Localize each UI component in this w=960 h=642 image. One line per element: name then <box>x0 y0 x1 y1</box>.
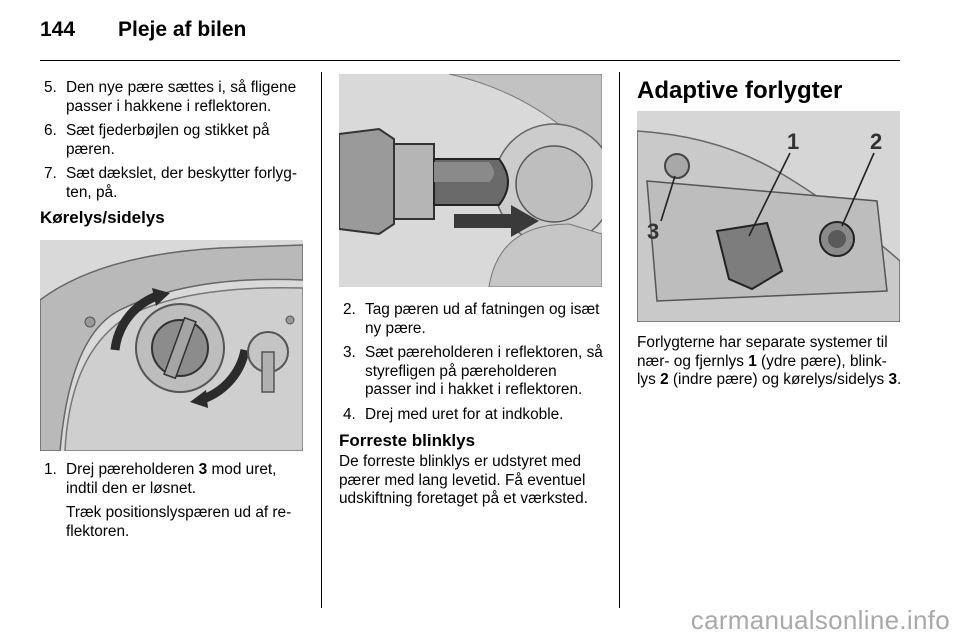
step-number: 1. <box>44 461 57 478</box>
column-divider-1 <box>321 72 322 608</box>
para-text: (ydre pære), blink-lys <box>637 352 887 389</box>
step-ref-bold: 3 <box>198 461 208 478</box>
section-heading-adaptive: Adaptive forlygter <box>637 77 843 104</box>
page-number: 144 <box>40 18 76 41</box>
list-item <box>339 344 607 400</box>
column-divider-2 <box>619 72 620 608</box>
list-item <box>339 301 607 338</box>
list-item <box>40 165 308 202</box>
step-text: Drej med uret for at indkoble. <box>365 405 564 423</box>
para-text: (indre pære) og kørelys/sidelys <box>668 371 889 389</box>
list-item <box>40 122 308 159</box>
figure-label-3: 3 <box>647 219 660 244</box>
list-item <box>40 461 308 498</box>
col1-step1 <box>40 461 308 547</box>
step-text: Sæt fjederbøjlen og stikket på pæren. <box>66 122 270 158</box>
step-number: 3. <box>343 344 356 362</box>
step-number: 4. <box>343 405 356 423</box>
step-text: Den nye pære sættes i, så fligene passer i hakkene i reflektoren. <box>66 79 297 115</box>
para-ref-1: 1 <box>748 352 757 370</box>
figure-adaptive <box>637 111 900 322</box>
adaptive-paragraph <box>637 334 905 390</box>
watermark: carmanualsonline.info <box>690 605 950 635</box>
list-item <box>40 79 308 116</box>
step-text-pre: Drej pæreholderen <box>66 461 199 478</box>
bulb-removal-illustration <box>339 74 602 287</box>
step-number: 5. <box>44 79 57 96</box>
headlamp-rear-illustration <box>40 240 303 451</box>
para-ref-2: 2 <box>660 371 669 389</box>
step-extra-text: Træk positionslyspæren ud af re-flektoren. <box>66 504 292 540</box>
section-heading-korelys: Kørelys/sidelys <box>40 208 165 227</box>
figure-bulb <box>339 74 602 287</box>
header-rule <box>40 60 900 61</box>
col1-steps <box>40 79 308 209</box>
col2-steps <box>339 301 607 431</box>
step-number: 7. <box>44 165 57 183</box>
step-text: Sæt dækslet, der beskytter forlyg-ten, på. <box>66 165 297 201</box>
step-continuation <box>40 504 308 541</box>
para-text: Forlygterne har separate systemer til nær- og fjernlys <box>637 334 888 370</box>
para-text: . <box>897 371 902 389</box>
step-text: Sæt pæreholderen i reflektoren, så styrefligen på pæreholderen passer ind i hakket i reflektoren. <box>365 344 603 399</box>
step-text: Tag pæren ud af fatningen og isæt ny pære. <box>365 301 600 337</box>
section-heading-blinklys: Forreste blinklys <box>339 431 476 450</box>
figure-label-2: 2 <box>870 129 883 154</box>
step-number: 6. <box>44 122 57 140</box>
figure-korelys <box>40 240 303 451</box>
para-ref-3: 3 <box>888 371 898 389</box>
adaptive-headlamp-illustration <box>637 111 900 322</box>
step-number: 2. <box>343 301 356 318</box>
page-title: Pleje af bilen <box>118 18 247 41</box>
figure-label-1: 1 <box>787 129 800 154</box>
step-text-post: mod uret, indtil den er løsnet. <box>66 461 277 497</box>
blinklys-paragraph: De forreste blinklys er udstyret med pærer med lang levetid. Få eventuel udskiftning foretaget på et værksted. <box>339 453 588 508</box>
list-item <box>339 406 607 425</box>
